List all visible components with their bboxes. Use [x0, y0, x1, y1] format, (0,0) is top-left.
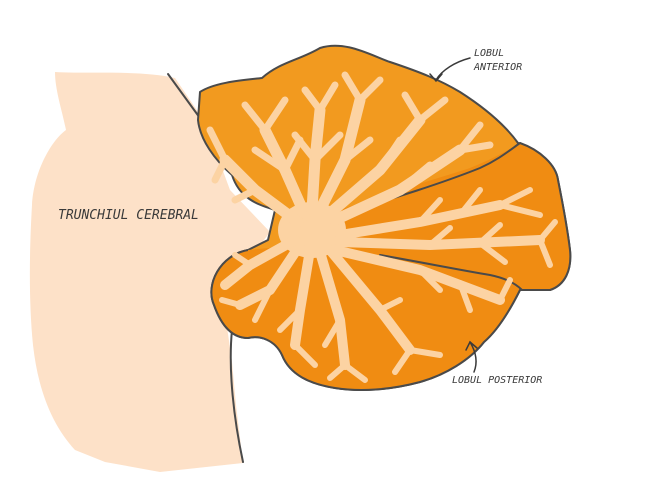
label-brainstem: TRUNCHIUL CEREBRAL: [58, 208, 199, 223]
anterior-leader: [436, 58, 470, 80]
label-posterior: LOBUL POSTERIOR: [452, 375, 543, 386]
label-anterior-line1: LOBUL: [474, 48, 505, 59]
label-anterior-line2: ANTERIOR: [474, 62, 523, 73]
